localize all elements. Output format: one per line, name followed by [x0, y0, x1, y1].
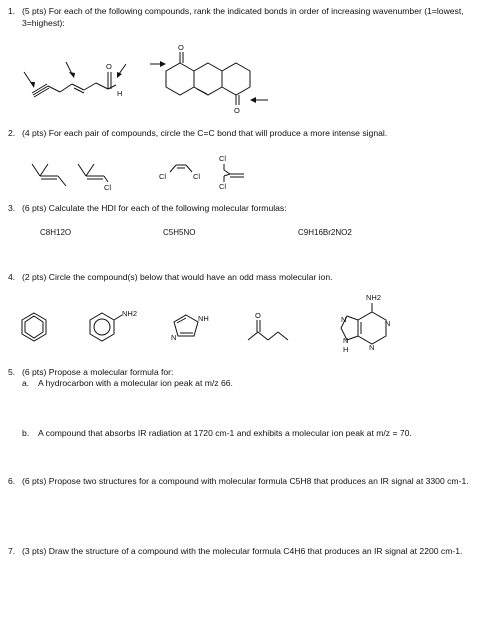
question-number: 7.: [8, 546, 16, 556]
nh-label: NH: [198, 314, 209, 323]
question-5: [8, 367, 173, 378]
chlorine-label: Cl: [193, 172, 201, 181]
question-number: 1.: [8, 6, 16, 16]
question-text: (4 pts) For each pair of compounds, circle the C=C bond that will produce a more intense signal.: [22, 128, 388, 138]
question-number: 6.: [8, 476, 16, 486]
nitrogen-label: N: [341, 315, 347, 324]
question-text: (2 pts) Circle the compound(s) below that would have an odd mass molecular ion.: [22, 272, 333, 282]
hydrogen-label: H: [117, 89, 123, 98]
question-text: (6 pts) Calculate the HDI for each of the following molecular formulas:: [22, 203, 287, 213]
nitrogen-label: N: [343, 336, 349, 345]
oxygen-label: O: [255, 311, 261, 320]
question-6: [8, 476, 469, 487]
amine-label: NH2: [366, 293, 382, 302]
chlorine-label: Cl: [159, 172, 167, 181]
question-number: 3.: [8, 203, 16, 213]
molecular-formula-3: C9H16Br2NO2: [298, 228, 352, 237]
chlorine-label: Cl: [219, 182, 227, 191]
question-number: 4.: [8, 272, 16, 282]
question-text: (3 pts) Draw the structure of a compound with the molecular formula C4H6 that produces an IR signal at 2200 cm-1.: [22, 546, 463, 556]
question-5a: [22, 378, 233, 389]
nitrogen-label: N: [369, 343, 375, 352]
oxygen-label: O: [234, 106, 240, 115]
question-7: [8, 546, 462, 557]
question-text: 3=highest):: [22, 18, 65, 28]
question-number: 2.: [8, 128, 16, 138]
nitrogen-label: N: [171, 333, 177, 342]
part-text: A compound that absorbs IR radiation at 1720 cm-1 and exhibits a molecular ion peak at m/z = 70.: [38, 428, 412, 438]
molecular-formula-2: C5H5NO: [163, 228, 196, 237]
oxygen-label: O: [178, 43, 184, 52]
hydrogen-label: H: [343, 345, 349, 354]
chlorine-label: Cl: [104, 183, 112, 192]
nitrogen-label: N: [385, 319, 391, 328]
oxygen-label: O: [106, 62, 112, 71]
question-text: (6 pts) Propose a molecular formula for:: [22, 367, 174, 377]
question-5b: [22, 428, 412, 439]
chlorine-label: Cl: [219, 154, 227, 163]
question-text: (5 pts) For each of the following compounds, rank the indicated bonds in order of increasing wavenumber (1=lowest,: [22, 6, 464, 16]
question-number: 5.: [8, 367, 16, 377]
part-label: a.: [22, 378, 30, 388]
part-text: A hydrocarbon with a molecular ion peak at m/z 66.: [38, 378, 233, 388]
molecular-formula-1: C8H12O: [40, 228, 72, 237]
amine-label: NH2: [122, 309, 138, 318]
part-label: b.: [22, 428, 30, 438]
question-text: (6 pts) Propose two structures for a compound with molecular formula C5H8 that produces an IR signal at 3300 cm-1.: [22, 476, 469, 486]
